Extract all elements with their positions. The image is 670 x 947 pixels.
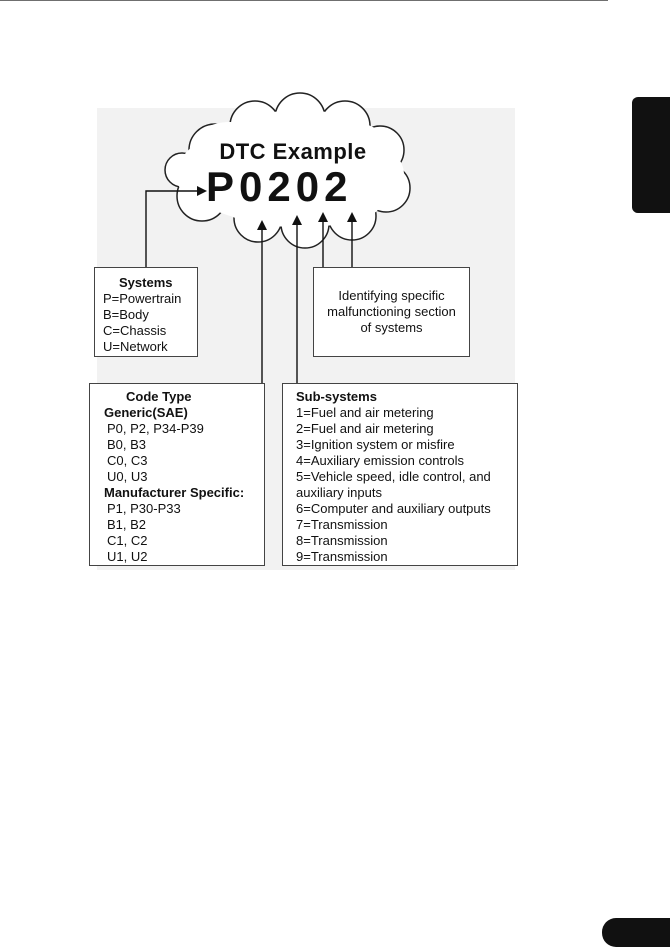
sub-systems-heading: Sub-systems bbox=[296, 389, 377, 404]
systems-item: C=Chassis bbox=[103, 323, 167, 338]
systems-box bbox=[94, 267, 198, 357]
arrow-systems bbox=[146, 191, 205, 267]
sub-systems-box bbox=[282, 383, 518, 566]
systems-item: P=Powertrain bbox=[103, 291, 182, 306]
sub-systems-item: auxiliary inputs bbox=[296, 485, 382, 500]
generic-item: C0, C3 bbox=[107, 453, 148, 468]
code-type-box bbox=[89, 383, 265, 566]
sub-systems-item: 5=Vehicle speed, idle control, and bbox=[296, 469, 491, 484]
cloud-title: DTC Example bbox=[219, 139, 367, 164]
dtc-code: P0202 bbox=[206, 163, 353, 210]
sub-systems-item: 1=Fuel and air metering bbox=[296, 405, 434, 420]
systems-item: U=Network bbox=[103, 339, 168, 354]
generic-heading: Generic(SAE) bbox=[104, 405, 188, 420]
identifying-line: of systems bbox=[360, 320, 423, 335]
sub-systems-item: 3=Ignition system or misfire bbox=[296, 437, 455, 452]
generic-item: U0, U3 bbox=[107, 469, 148, 484]
sub-systems-item: 4=Auxiliary emission controls bbox=[296, 453, 464, 468]
manufacturer-heading: Manufacturer Specific: bbox=[104, 485, 245, 500]
manufacturer-item: U1, U2 bbox=[107, 549, 148, 564]
sub-systems-item: 6=Computer and auxiliary outputs bbox=[296, 501, 491, 516]
identifying-line: malfunctioning section bbox=[327, 304, 456, 319]
sub-systems-item: 9=Transmission bbox=[296, 549, 388, 564]
sub-systems-item: 2=Fuel and air metering bbox=[296, 421, 434, 436]
identifying-line: Identifying specific bbox=[338, 288, 445, 303]
manufacturer-item: B1, B2 bbox=[107, 517, 147, 532]
identifying-section-box bbox=[313, 267, 470, 357]
sub-systems-item: 8=Transmission bbox=[296, 533, 388, 548]
manufacturer-item: C1, C2 bbox=[107, 533, 148, 548]
generic-item: B0, B3 bbox=[107, 437, 147, 452]
systems-item: B=Body bbox=[103, 307, 149, 322]
manufacturer-item: P1, P30-P33 bbox=[107, 501, 181, 516]
generic-item: P0, P2, P34-P39 bbox=[107, 421, 204, 436]
code-type-heading: Code Type bbox=[126, 389, 192, 404]
systems-heading: Systems bbox=[119, 275, 173, 290]
sub-systems-item: 7=Transmission bbox=[296, 517, 388, 532]
